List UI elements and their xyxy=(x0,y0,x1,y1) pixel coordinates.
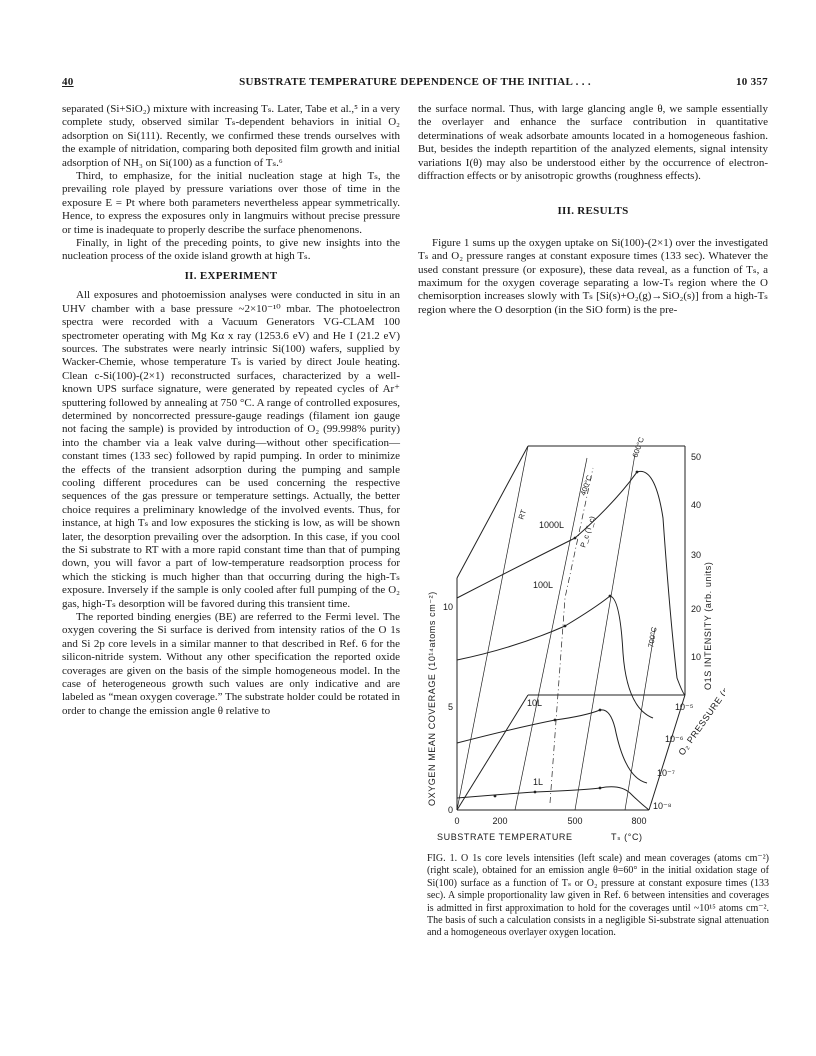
figure-caption xyxy=(427,853,769,940)
frame-edge xyxy=(457,446,528,578)
y-right-tick: 30 xyxy=(691,550,702,560)
iso-700-line xyxy=(625,628,655,810)
page-header xyxy=(62,76,768,90)
x-tick: 800 xyxy=(631,816,647,826)
x-axis-symbol: Tₛ (°C) xyxy=(611,832,643,842)
paragraph: Third, to emphasize, for the initial nucleation stage at high Tₛ, the prevailing role played by pressure variations over those of time in the exposure E = Pt where both parameters nevertheless appear symmetrically. Hence, to express the exposures only in langmuirs without precise pressure or time is inadequate to properly describe the surface phenomenons. xyxy=(62,170,400,236)
y-left-tick: 10 xyxy=(442,602,453,612)
figure-1-plot xyxy=(415,398,725,844)
curve-label: 100L xyxy=(533,580,554,590)
caption-text: FIG. 1. O 1s core levels intensities (left scale) and mean coverages (atoms cm⁻²) (right scale), obtained for an emission angle θ=60° in the initial oxidation stage of Si(100) surface as a function of Tₛ or O₂ pressure at constant exposure times (133 sec). A simple proportionality law given in Ref. 6 between intensities and coverages is admitted in first approximation to hold for the coverages until ~10¹⁵ atoms cm⁻². The basis of such a calculation consists in a negligible Si-substrate signal attenuation and a homogeneous overlayer oxygen location. xyxy=(427,853,769,939)
figure-1 xyxy=(415,398,725,844)
iso-label-rt: RT xyxy=(516,508,529,521)
iso-rt-line xyxy=(457,446,528,810)
data-point xyxy=(599,787,602,790)
data-point xyxy=(599,709,602,712)
iso-label-700: 700°C xyxy=(646,626,659,649)
y-left-tick: 0 xyxy=(447,805,453,815)
data-point xyxy=(554,719,557,722)
curve-1000l xyxy=(457,471,685,695)
iso-label-600: 600°C xyxy=(630,435,647,459)
curve-1l xyxy=(457,787,649,810)
y-right-tick: 40 xyxy=(691,500,702,510)
right-column xyxy=(418,103,768,317)
data-point xyxy=(534,791,537,794)
paragraph: Figure 1 sums up the oxygen uptake on Si(100)-(2×1) over the investigated Tₛ and O₂ pressure ranges at constant exposure times (133 sec). Whatever the used constant pressure (or exposure), these data reveal, as a function of Tₛ, a maximum for the oxygen coverage separating a low-Tₛ region where the O chemisorption increases slowly with Tₛ [Si(s)+O₂(g)→SiO₂(s)] from a high-Tₛ region where the O desorption (in the SiO form) is the pre- xyxy=(418,236,768,316)
iso-label-400: 400°C xyxy=(578,473,595,497)
section-heading-results: III. RESULTS xyxy=(557,205,629,218)
data-point xyxy=(574,537,577,540)
curve-label: 1000L xyxy=(539,520,565,530)
z-tick: 10⁻⁵ xyxy=(675,702,694,712)
y-left-axis-title: OXYGEN MEAN COVERAGE (10¹⁴atoms cm⁻²) xyxy=(427,591,437,806)
y-right-axis-title: O1S INTENSITY (arb. units) xyxy=(703,561,713,690)
section-heading-experiment: II. EXPERIMENT xyxy=(184,269,278,282)
x-tick: 0 xyxy=(454,816,460,826)
y-right-tick: 20 xyxy=(691,604,702,614)
page-number: 40 xyxy=(62,76,74,88)
x-tick: 200 xyxy=(492,816,508,826)
running-title: SUBSTRATE TEMPERATURE DEPENDENCE OF THE INITIAL . . . xyxy=(239,76,591,88)
x-axis-title: SUBSTRATE TEMPERATURE xyxy=(437,832,573,842)
iso-label-critical: P_c (T_c) xyxy=(578,514,597,549)
y-right-tick: 10 xyxy=(691,652,702,662)
paragraph: the surface normal. Thus, with large glancing angle θ, we sample essentially the overlayer and enhance the surface contribution in quantitative determinations of weak adsorbate amounts located in a homogeneous fashion. But, besides the indepth repartition of the analyzed elements, signal intensity variations I(θ) may also be understood either by the occurrence of electron-diffraction effects or by anisotropic growths (roughness effects). xyxy=(418,103,768,183)
z-tick: 10⁻⁶ xyxy=(665,734,684,744)
y-left-tick: 5 xyxy=(447,702,453,712)
data-point xyxy=(609,595,612,598)
paragraph: The reported binding energies (BE) are referred to the Fermi level. The oxygen covering the Si surface is derived from intensity ratios of the O 1s and Si 2p core levels in a similar manner to that described in Ref. 6 for the silicon-nitride system. Without any other specification the reported oxide coverages are given on the basis of the simple homogeneous model. In the case of heterogeneous growth such values are only indicative and are labeled as “mean oxygen coverage.” The substrate holder could be rotated in order to change the emission angle θ relative to xyxy=(62,611,400,717)
y-right-tick: 50 xyxy=(691,452,702,462)
z-tick: 10⁻⁸ xyxy=(653,801,672,811)
z-tick: 10⁻⁷ xyxy=(657,768,676,778)
x-tick: 500 xyxy=(567,816,583,826)
volume-page: 10 357 xyxy=(735,76,768,88)
data-point xyxy=(494,795,497,798)
iso-600-line xyxy=(575,454,635,810)
paragraph: Finally, in light of the preceding points, to give new insights into the nucleation process of the oxide island growth at high Tₛ. xyxy=(62,237,400,263)
data-point xyxy=(636,471,639,474)
left-column xyxy=(62,103,400,718)
data-point xyxy=(564,625,567,628)
paragraph: separated (Si+SiO₂) mixture with increasing Tₛ. Later, Tabe et al.,⁵ in a very complete study, observed similar Tₛ-dependent behaviors in initial O₂ adsorption on Si(111). Recently, we confirmed these trends ourselves with the example of nitridation, comparing both deposited film growth and initial adsorption of NH₃ on Si(100) as a function of Tₛ.⁶ xyxy=(62,103,400,169)
z-axis-title: O₂ PRESSURE (mbar) xyxy=(676,667,725,758)
curve-label: 10L xyxy=(527,698,543,708)
curve-label: 1L xyxy=(533,777,544,787)
paragraph: All exposures and photoemission analyses were conducted in situ in an UHV chamber with a base pressure ~2×10⁻¹⁰ mbar. The photoelectron spectra were recorded with a Vacuum Generators VG-CLAM 100 spectrometer operating with Mg Kα x ray (1253.6 eV) and He I (21.2 eV) sources. The substrates were nearly intrinsic Si(100) wafers, supplied by Wacker-Chemie, whose temperature Tₛ is varied by direct Joule heating. Clean c-Si(100)-(2×1) reconstructed surfaces, characterized by a well-known UPS surface signature, were generated by repeated cycles of Ar⁺ sputtering followed by annealing at 750 °C. A range of controlled exposures, determined by noncorrected pressure-gauge readings (filament ion gauge not facing the sample) is provided by introduction of O₂ (99.998% purity) into the chamber via a leak valve during—without other specification—constant times (133 sec) followed by rapid pumping. In order to minimize the effects of the transient adsorption during the pumping and sample cooling different procedures can be used concerning the respective sequences of the gas pressure or temperature settings. Actually, the better choice requires a preliminary knowledge of the involved events. Thus, for instance, at high Tₛ and low exposures the sticking is low, as will be shown later, the desorption prevailing over the adsorption. In this case, if you cool the Si substrate to RT with a more rapid constant time than that of pumping down, you will favor a part of low-temperature readsorption process for which the sticking is much higher than that occurring during the high-Tₛ exposure. Inversely if the sample is only cooled after full pumping of the O₂ gas, high-Tₛ desorption will be favored during this transient time. xyxy=(62,289,400,610)
